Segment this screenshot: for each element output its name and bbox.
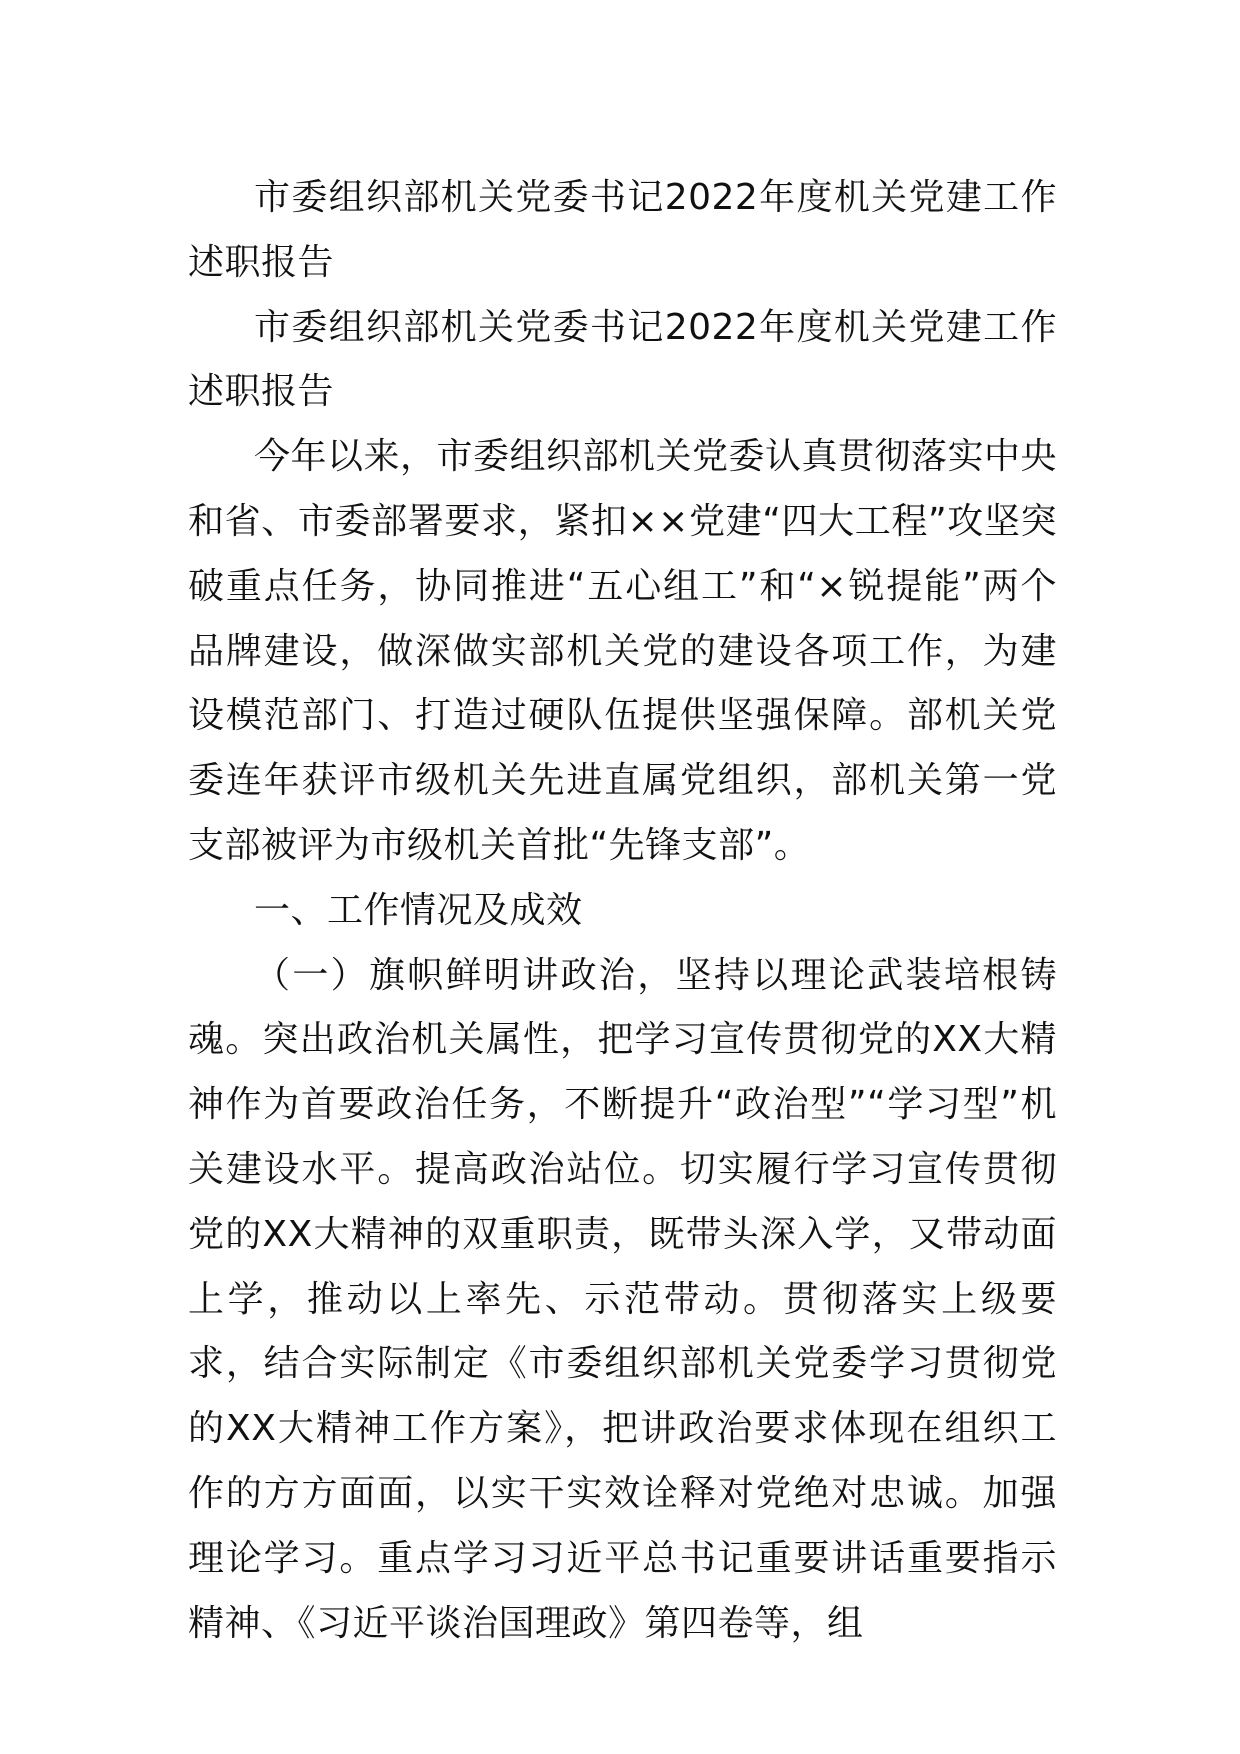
document-title-repeat: 市委组织部机关党委书记2022年度机关党建工作述职报告 bbox=[188, 306, 1057, 413]
intro-paragraph: 今年以来，市委组织部机关党委认真贯彻落实中央和省、市委部署要求，紧扣××党建“四大工程”攻坚突破重点任务，协同推进“五心组工”和“×锐提能”两个品牌建设，做深做实部机关党的建设各项工作，为建设模范部门、打造过硬队伍提供坚强保障。部机关党委连年获评市级机关先进直属党组织，部机关第一党支部被评为市级机关首批“先锋支部”。 bbox=[188, 436, 1058, 866]
document-title: 市委组织部机关党委书记2022年度机关党建工作述职报告 bbox=[188, 177, 1057, 283]
section-heading: 一、工作情况及成效 bbox=[254, 889, 583, 931]
section-1-paragraph: （一）旗帜鲜明讲政治，坚持以理论武装培根铸魂。突出政治机关属性，把学习宣传贯彻党的XX大精神作为首要政治任务，不断提升“政治型”“学习型”机关建设水平。提高政治站位。切实履行学习宣传贯彻党的XX大精神的双重职责，既带头深入学，又带动面上学，推动以上率先、示范带动。贯彻落实上级要求，结合实际制定《市委组织部机关党委学习贯彻党的XX大精神工作方案》，把讲政治要求体现在组织工作的方方面面，以实干实效诠释对党绝对忠诚。加强理论学习。重点学习习近平总书记重要讲话重要指示精神、《习近平谈治国理政》第四卷等，组 bbox=[188, 954, 1057, 1644]
document-page bbox=[188, 166, 1057, 1656]
